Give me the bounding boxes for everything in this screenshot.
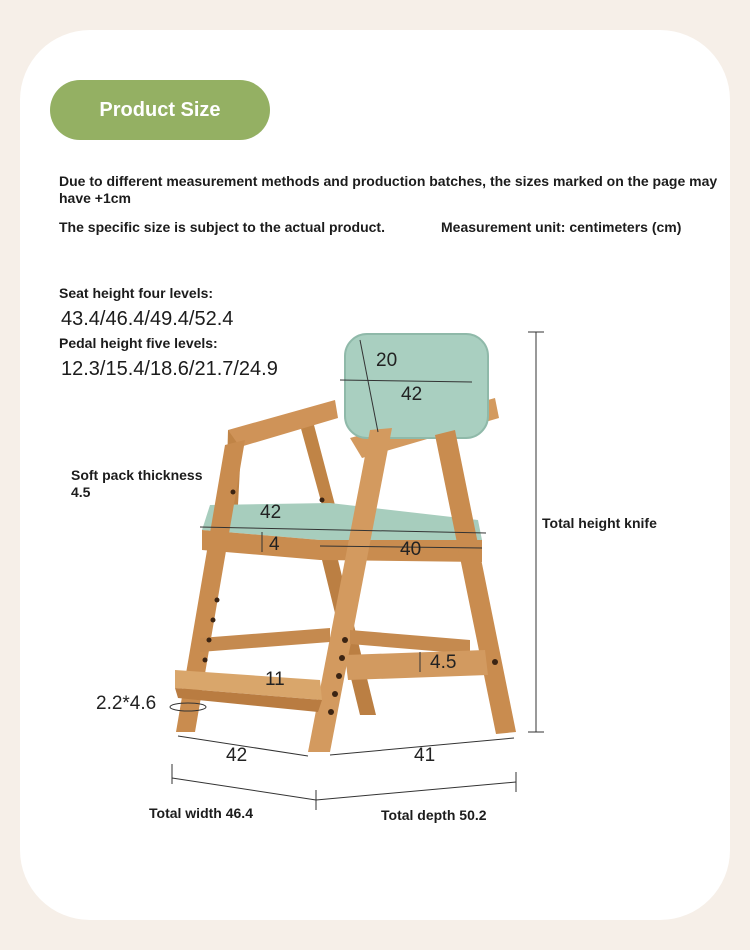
seat-depth-value: 40 <box>400 539 422 560</box>
seat-frame-value: 4 <box>269 534 280 555</box>
front-footbar <box>345 650 488 680</box>
rear-stretcher <box>350 630 470 654</box>
pedal-height-label: Pedal height five levels: <box>59 335 218 351</box>
total-depth-label: Total depth 50.2 <box>381 807 487 823</box>
seat-width-value: 42 <box>260 502 282 523</box>
hole-size-value: 2.2*4.6 <box>96 693 157 714</box>
base-width-value: 42 <box>226 745 248 766</box>
product-size-badge: Product Size <box>50 80 270 140</box>
left-armrest <box>228 400 338 447</box>
side-stretcher <box>200 628 330 652</box>
measurement-unit-note: Measurement unit: centimeters (cm) <box>441 219 682 235</box>
soft-pack-thickness-label: Soft pack thickness 4.5 <box>71 467 203 500</box>
total-height-label: Total height knife <box>542 515 657 531</box>
backrest-width-value: 42 <box>401 384 423 405</box>
back-right-upper-leg <box>300 425 335 505</box>
backrest-height-value: 20 <box>376 350 398 371</box>
pedal-value: 11 <box>265 669 285 690</box>
seat-height-label: Seat height four levels: <box>59 285 214 301</box>
measurement-note: Due to different measurement methods and production batches, the sizes marked on the page may have +1cm <box>59 173 718 206</box>
footbar-value: 4.5 <box>430 652 457 673</box>
back-far-leg <box>435 430 516 734</box>
total-width-line <box>172 778 316 800</box>
pedal-height-values: 12.3/15.4/18.6/21.7/24.9 <box>61 358 278 380</box>
actual-product-note: The specific size is subject to the actual product. <box>59 219 385 235</box>
base-depth-value: 41 <box>414 745 436 766</box>
total-depth-line <box>316 782 516 800</box>
seat-height-values: 43.4/46.4/49.4/52.4 <box>61 308 234 330</box>
total-width-label: Total width 46.4 <box>149 805 253 821</box>
